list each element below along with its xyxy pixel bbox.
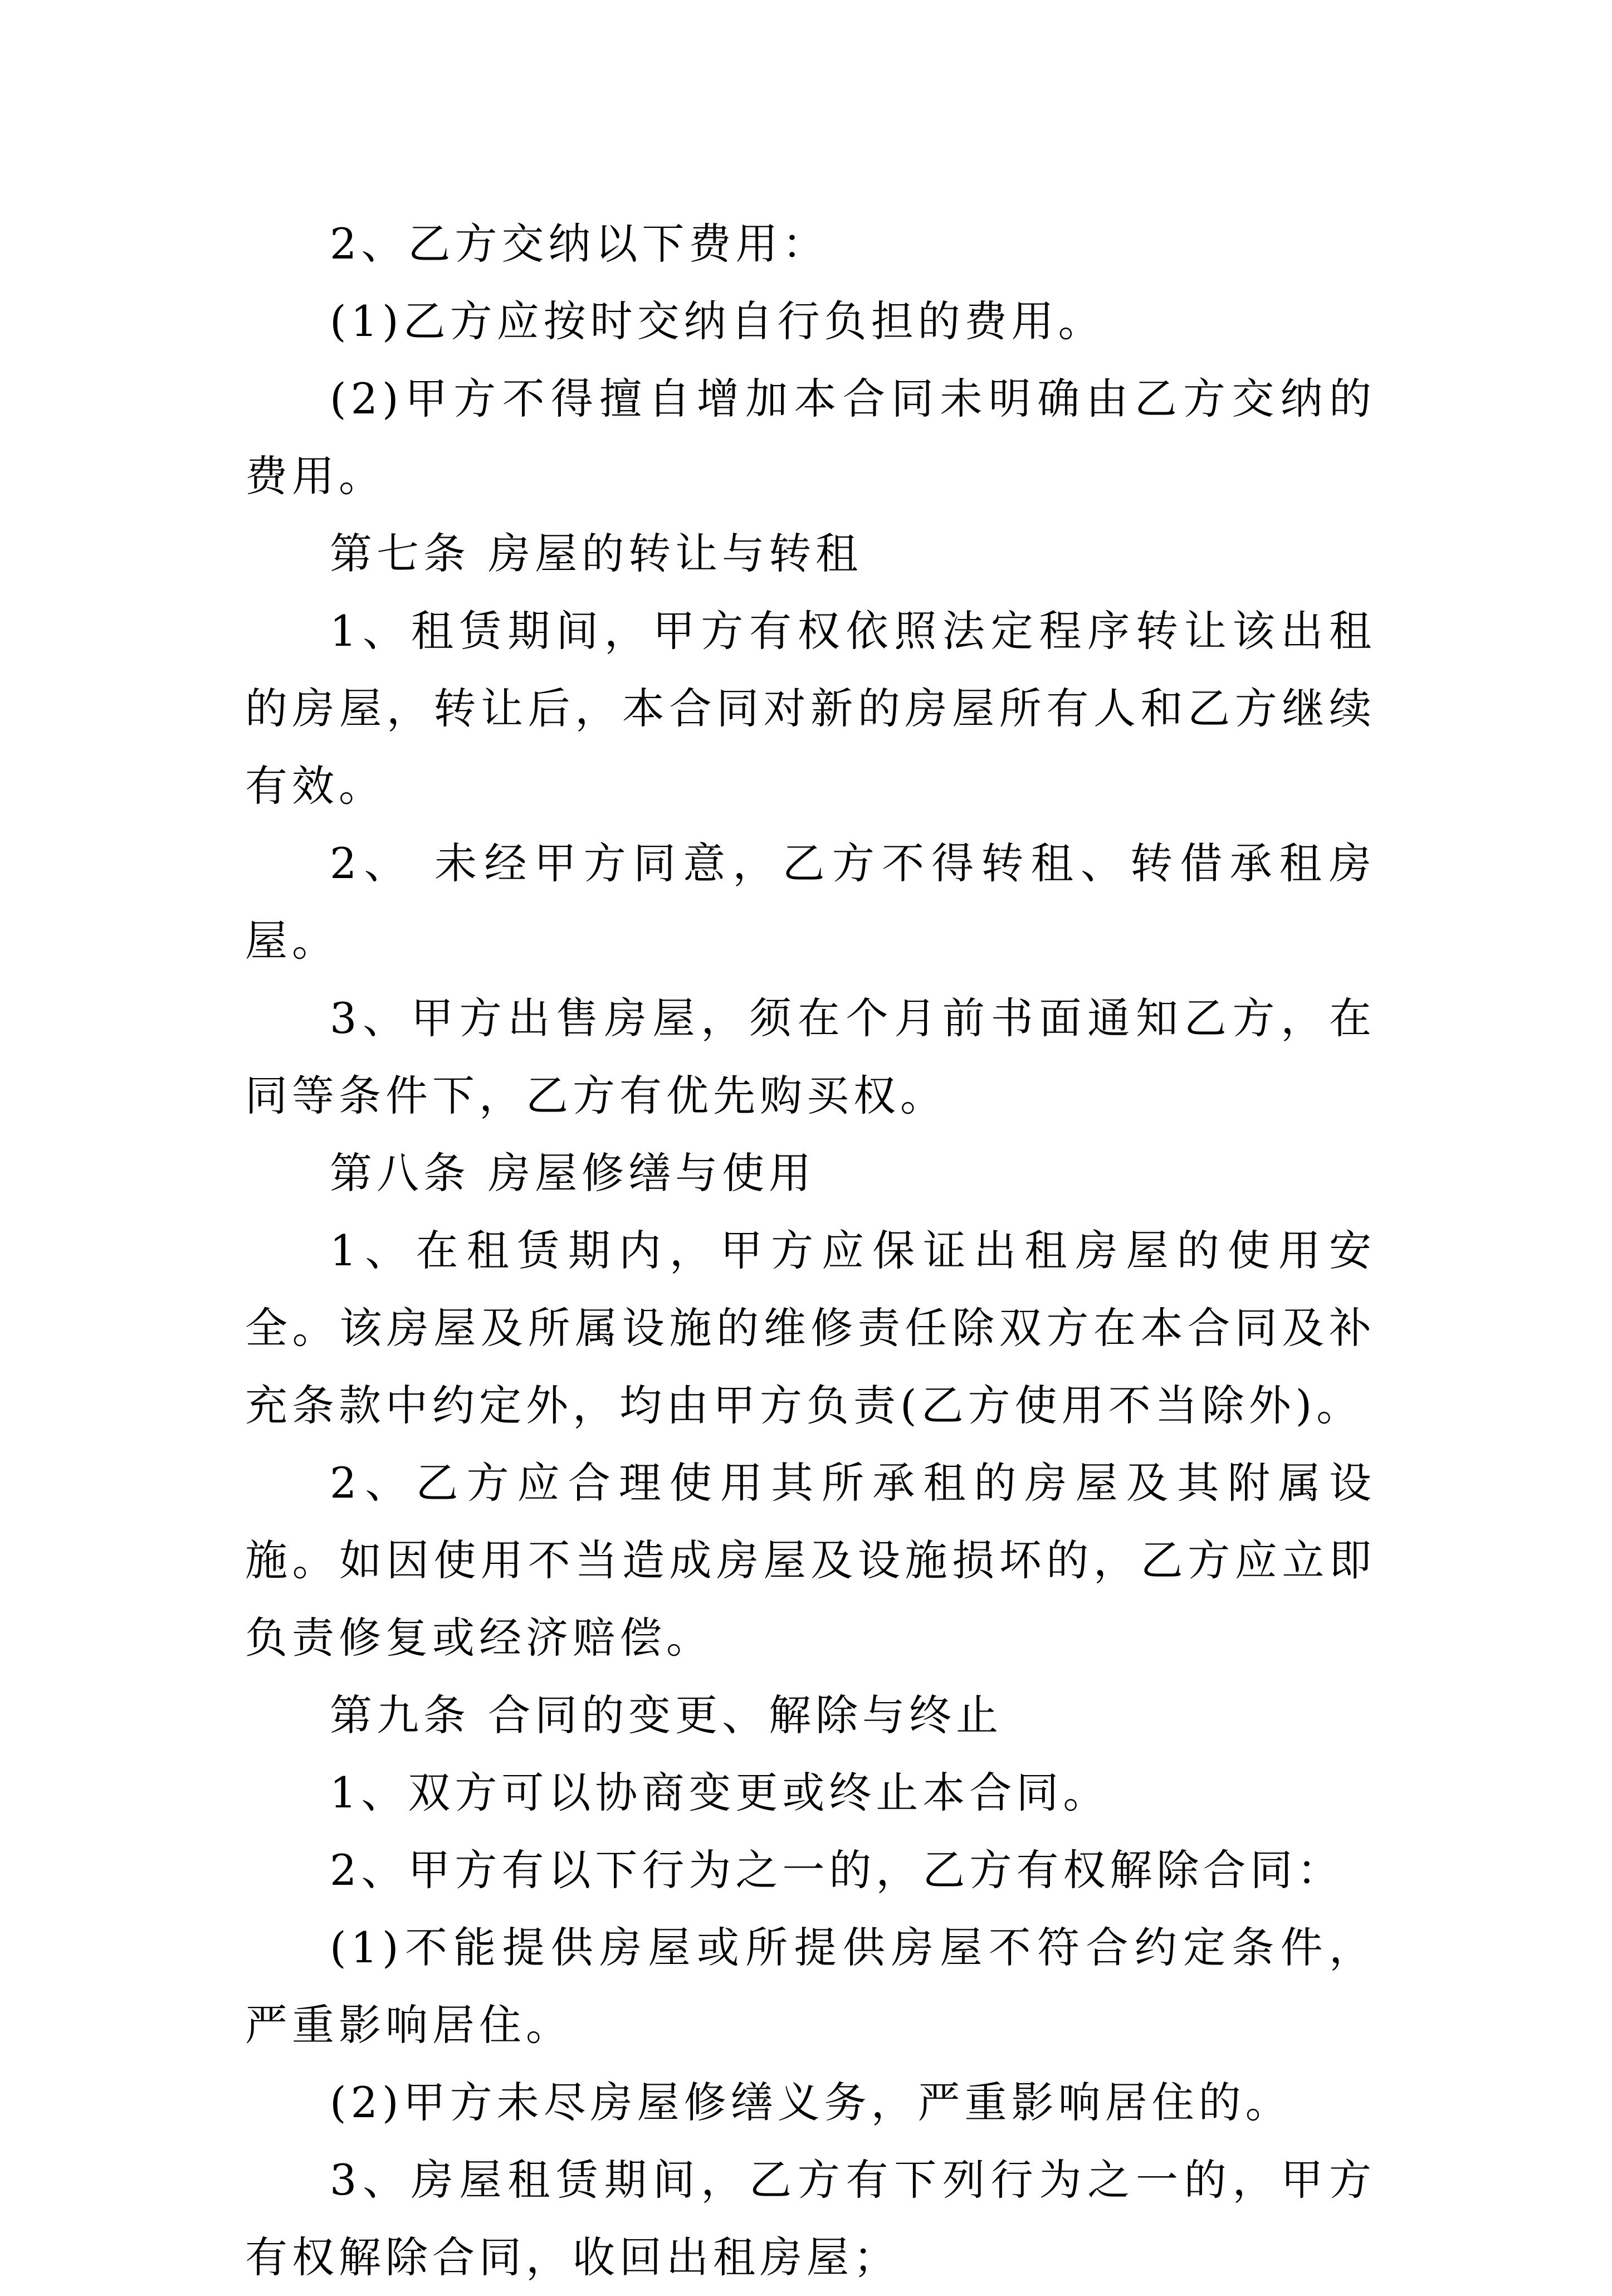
article-7-clause-3: 3、甲方出售房屋，须在个月前书面通知乙方，在同等条件下，乙方有优先购买权。 [245, 993, 1376, 1120]
article-9-heading: 第九条 合同的变更、解除与终止 [330, 1690, 1003, 1740]
article-8-heading: 第八条 房屋修缮与使用 [330, 1148, 816, 1198]
article-9-clause-1: 1、双方可以协商变更或终止本合同。 [330, 1768, 1110, 1817]
article-9-clause-2-item-1: (1)不能提供房屋或所提供房屋不符合约定条件，严重影响居住。 [245, 1923, 1376, 2050]
paragraph-fees-item-1: (1)乙方应按时交纳自行负担的费用。 [330, 296, 1105, 346]
paragraph-fees-heading: 2、乙方交纳以下费用： [330, 219, 829, 269]
article-9-clause-3: 3、房屋租赁期间，乙方有下列行为之一的，甲方有权解除合同，收回出租房屋； [245, 2155, 1376, 2282]
article-7-clause-1: 1、租赁期间，甲方有权依照法定程序转让该出租的房屋，转让后，本合同对新的房屋所有人和乙方继续有效。 [245, 606, 1376, 811]
article-8-clause-2: 2、乙方应合理使用其所承租的房屋及其附属设施。如因使用不当造成房屋及设施损坏的，乙方应立即负责修复或经济赔偿。 [245, 1458, 1376, 1663]
article-9-clause-2-item-2: (2)甲方未尽房屋修缮义务，严重影响居住的。 [330, 2078, 1292, 2127]
article-8-clause-1: 1、在租赁期内，甲方应保证出租房屋的使用安全。该房屋及所属设施的维修责任除双方在本合同及补充条款中约定外，均由甲方负责(乙方使用不当除外)。 [245, 1226, 1376, 1430]
article-7-clause-2: 2、 未经甲方同意，乙方不得转租、转借承租房屋。 [245, 839, 1376, 966]
article-7-heading: 第七条 房屋的转让与转租 [330, 529, 863, 578]
article-9-clause-2: 2、甲方有以下行为之一的，乙方有权解除合同： [330, 1845, 1344, 1895]
document-body [245, 205, 1376, 2296]
paragraph-fees-item-2: (2)甲方不得擅自增加本合同未明确由乙方交纳的费用。 [245, 374, 1376, 501]
